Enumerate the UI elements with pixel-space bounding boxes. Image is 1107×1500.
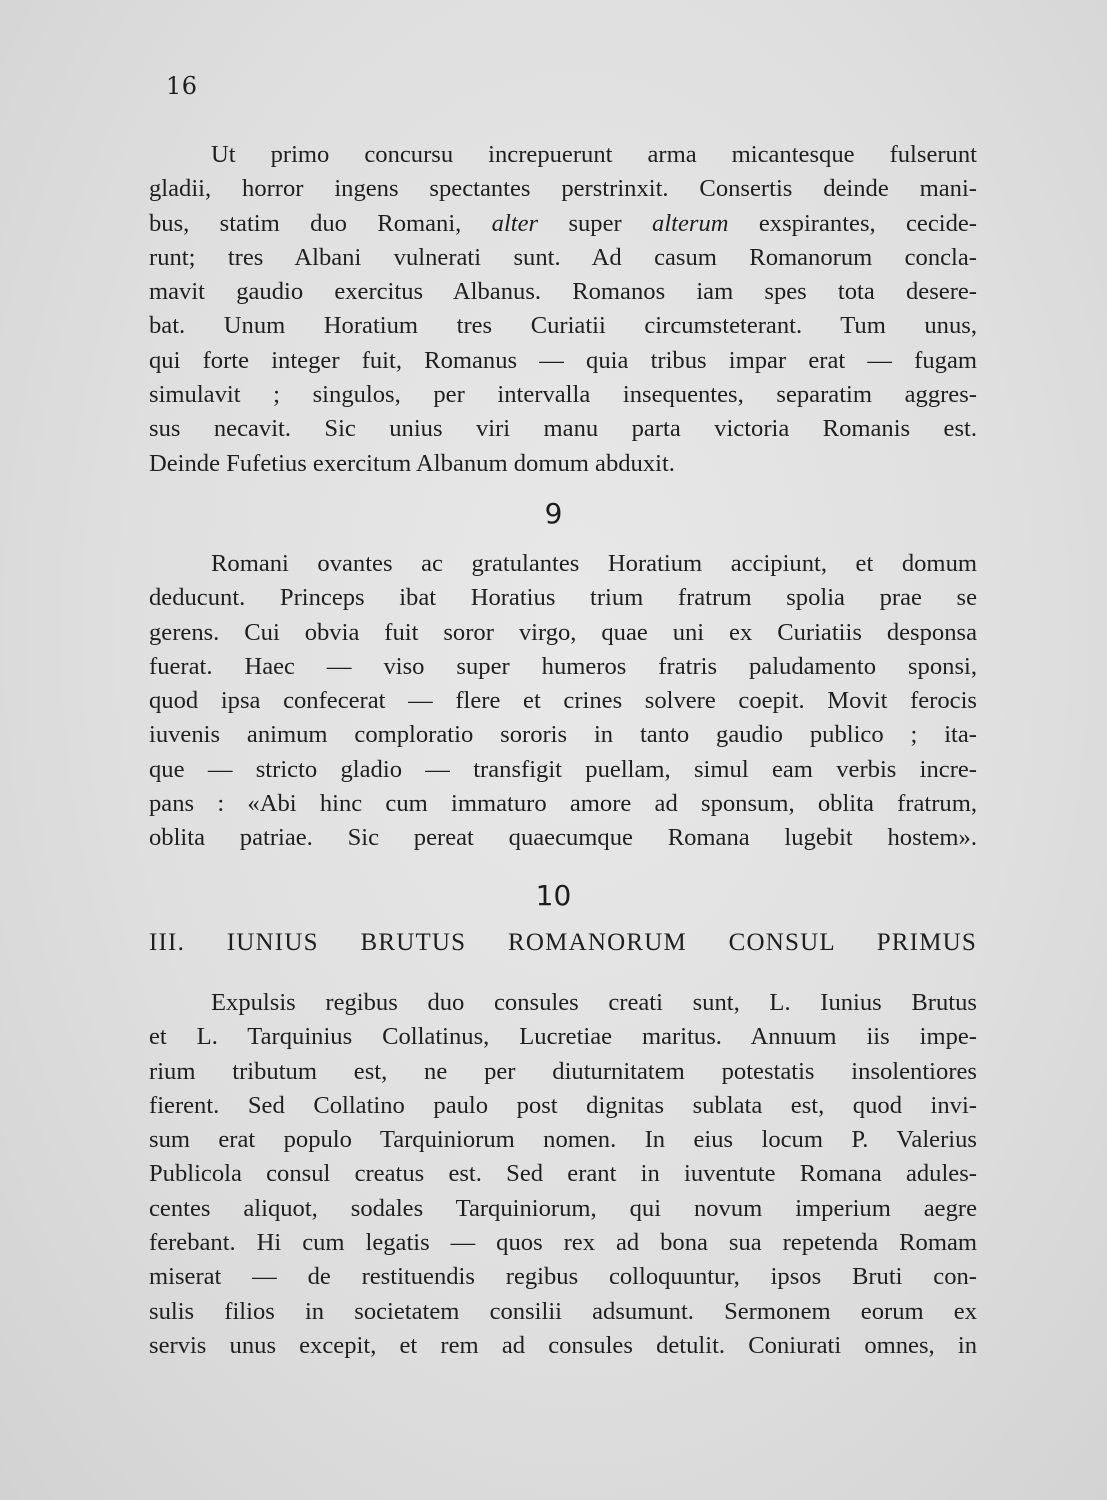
paragraph-horatii-battle: [149, 138, 977, 481]
text-line: Romani ovantes ac gratulantes Horatium accipiunt, et domum: [211, 550, 977, 577]
text-line: pans : «Abi hinc cum immaturo amore ad sponsum, oblita fratrum,: [149, 790, 977, 818]
paragraph-horatius-sister: [149, 547, 977, 856]
text-line: et L. Tarquinius Collatinus, Lucretiae maritus. Annuum iis impe-: [149, 1023, 977, 1051]
paragraph-brutus-consul: [149, 986, 977, 1363]
italic-word: alter: [491, 209, 539, 237]
text-line: servis unus excepit, et rem ad consules detulit. Coniurati omnes, in: [149, 1331, 977, 1359]
text-line: runt; tres Albani vulnerati sunt. Ad casum Romanorum concla-: [149, 243, 977, 271]
text-line: gerens. Cui obvia fuit soror virgo, quae uni ex Curiatiis desponsa: [149, 618, 977, 646]
text-line: Deinde Fufetius exercitum Albanum domum abduxit.: [149, 449, 675, 477]
text-line: rium tributum est, ne per diuturnitatem potestatis insolentiores: [149, 1057, 977, 1085]
chapter-heading: III. IUNIUS BRUTUS ROMANORUM CONSUL PRIMUS: [149, 929, 977, 956]
text-line: oblita patriae. Sic pereat quaecumque Romana lugebit hostem».: [149, 824, 977, 852]
text-line: sum erat populo Tarquiniorum nomen. In eius locum P. Valerius: [149, 1126, 977, 1154]
text-line: centes aliquot, sodales Tarquiniorum, qui novum imperium aegre: [149, 1194, 977, 1222]
section-number: 10: [535, 879, 572, 912]
text-line: simulavit ; singulos, per intervalla insequentes, separatim aggres-: [149, 381, 977, 409]
text-line: fuerat. Haec — viso super humeros fratris paludamento sponsi,: [149, 652, 977, 680]
text-line: miserat — de restituendis regibus colloquuntur, ipsos Bruti con-: [149, 1263, 977, 1291]
text-line: iuvenis animum comploratio sororis in tanto gaudio publico ; ita-: [149, 721, 977, 749]
text-line: deducunt. Princeps ibat Horatius trium fratrum spolia prae se: [149, 584, 977, 612]
text-line: sulis filios in societatem consilii adsumunt. Sermonem eorum ex: [149, 1297, 977, 1325]
italic-word: alterum: [652, 209, 729, 237]
text-line: ferebant. Hi cum legatis — quos rex ad bona sua repetenda Romam: [149, 1229, 977, 1257]
text-line: Publicola consul creatus est. Sed erant in iuventute Romana adules-: [149, 1160, 977, 1188]
text-line: que — stricto gladio — transfigit puellam, simul eam verbis incre-: [149, 755, 977, 783]
text-line: qui forte integer fuit, Romanus — quia tribus impar erat — fugam: [149, 346, 977, 374]
text-line: quod ipsa confecerat — flere et crines solvere coepit. Movit ferocis: [149, 687, 977, 715]
section-number: 9: [544, 497, 563, 530]
text-line: fierent. Sed Collatino paulo post dignitas sublata est, quod invi-: [149, 1091, 977, 1119]
page-number: 16: [166, 72, 198, 100]
text-line: sus necavit. Sic unius viri manu parta victoria Romanis est.: [149, 415, 977, 443]
text-line: gladii, horror ingens spectantes perstrinxit. Consertis deinde mani-: [149, 175, 977, 203]
text-line: Ut primo concursu increpuerunt arma micantesque fulserunt: [211, 141, 977, 168]
text-line-with-italics: bus, statim duo Romani, alter super alterum exspirantes, cecide-: [149, 209, 977, 237]
text-line: Expulsis regibus duo consules creati sunt, L. Iunius Brutus: [211, 989, 977, 1016]
text-line: bat. Unum Horatium tres Curiatii circumsteterant. Tum unus,: [149, 312, 977, 340]
text-line: mavit gaudio exercitus Albanus. Romanos iam spes tota desere-: [149, 278, 977, 306]
